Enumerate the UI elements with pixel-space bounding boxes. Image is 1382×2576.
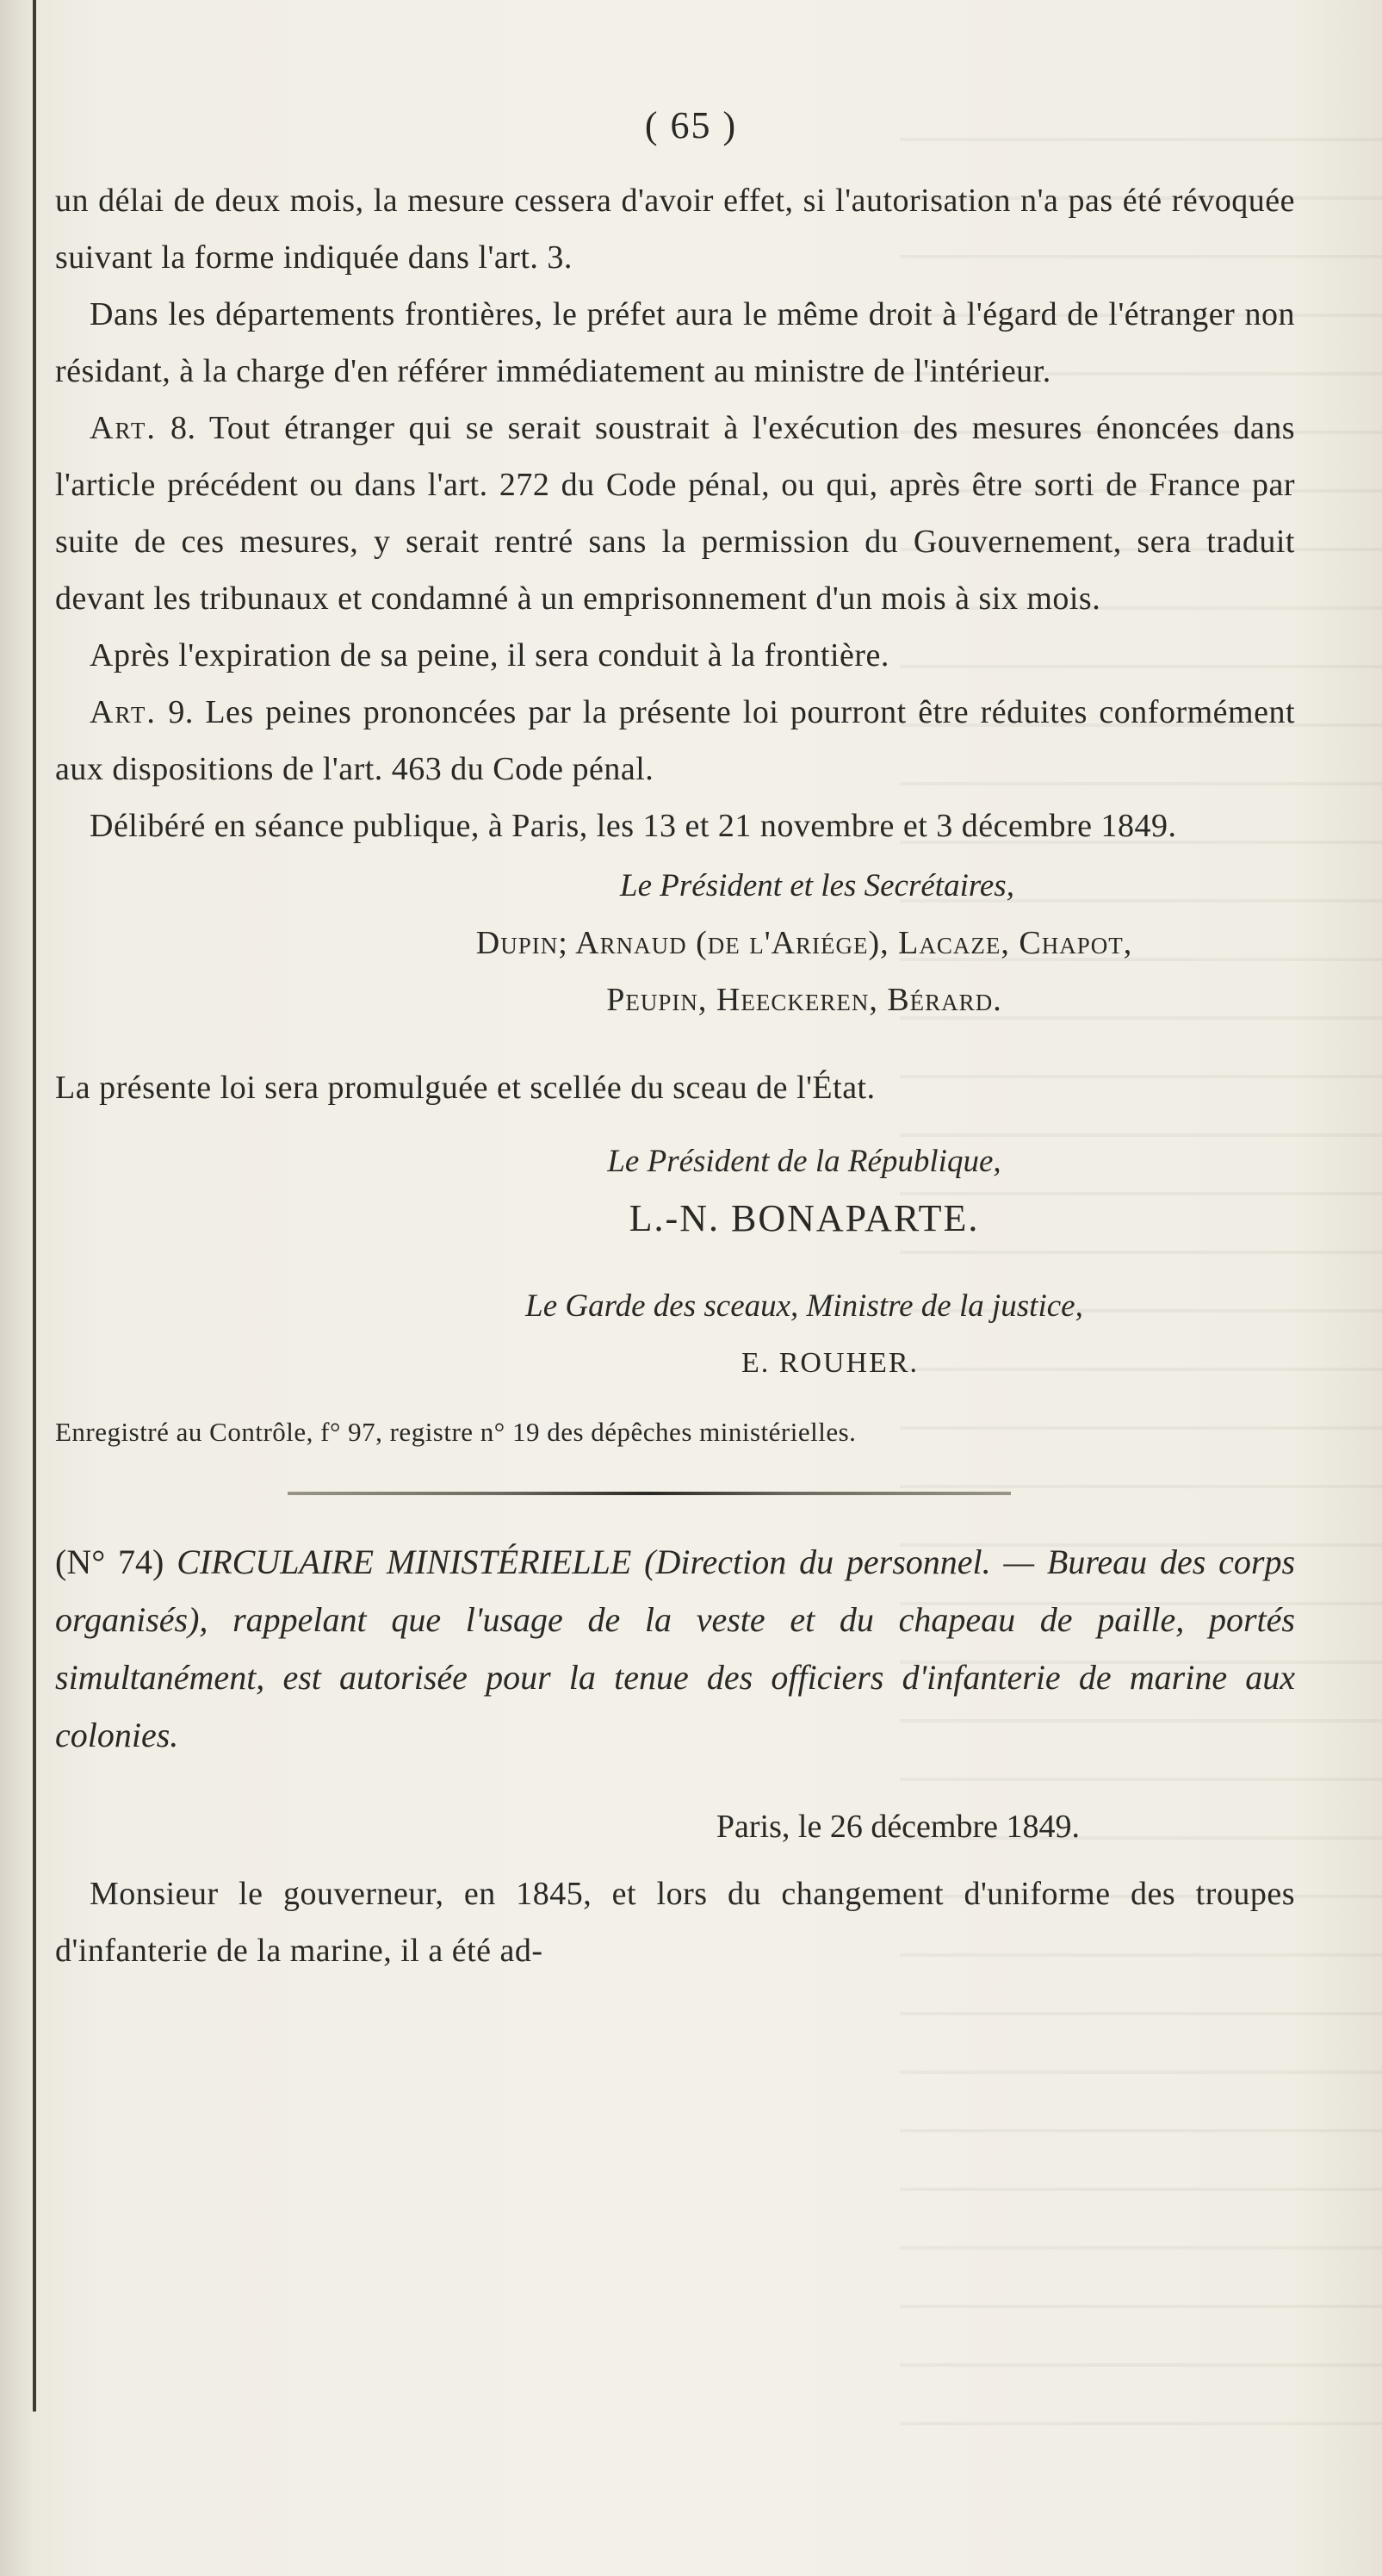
paragraph-article-9 xyxy=(55,684,1295,798)
signatories-heading: Le Président et les Secrétaires, xyxy=(620,868,1014,903)
minister-name: E. ROUHER. xyxy=(741,1347,920,1379)
circular-number: (N° 74) xyxy=(55,1542,164,1581)
circular-body: Monsieur le gouverneur, en 1845, et lors du changement d'uniforme des troupes d'infanterie de la marine, il a été ad- xyxy=(55,1876,1295,1969)
paragraph-deliberation: Délibéré en séance publique, à Paris, les 13 et 21 novembre et 3 décembre 1849. xyxy=(90,808,1177,844)
page-number: ( 65 ) xyxy=(644,104,738,146)
paragraph-expiration: Après l'expiration de sa peine, il sera conduit à la frontière. xyxy=(90,637,889,673)
paragraph-continuation: un délai de deux mois, la mesure cessera d'avoir effet, si l'autorisation n'a pas été révoquée suivant la forme indiquée dans l'art. 3. xyxy=(55,183,1295,276)
paragraph-article-8 xyxy=(55,400,1295,627)
minister-title: Le Garde des sceaux, Ministre de la justice, xyxy=(525,1288,1083,1324)
body-text xyxy=(55,172,1295,1979)
signatories-line-1: Dupin; Arnaud (de l'Ariége), Lacaze, Chapot, xyxy=(475,925,1133,961)
binding-edge xyxy=(33,0,36,2412)
section-divider xyxy=(288,1492,1011,1495)
president-title: Le Président de la République, xyxy=(607,1144,1001,1179)
promulgation-statement: La présente loi sera promulguée et scellée du sceau de l'État. xyxy=(55,1070,876,1106)
paragraph-frontier-departments: Dans les départements frontières, le préfet aura le même droit à l'égard de l'étranger non résidant, à la charge d'en référer immédiatement au ministre de l'intérieur. xyxy=(55,296,1295,389)
article-9-text: 9. Les peines prononcées par la présente loi pourront être réduites conformément aux dispositions de l'art. 463 du Code pénal. xyxy=(55,694,1296,787)
article-label: Art. xyxy=(90,694,157,730)
circular-title: CIRCULAIRE MINISTÉRIELLE (Direction du personnel. — Bureau des corps organisés), rappelant que l'usage de la veste et du chapeau de paille, portés simultanément, est autorisée pour la tenue des officiers d'infanterie de marine aux colonies. xyxy=(55,1542,1296,1754)
circular-heading xyxy=(55,1533,1295,1764)
article-label: Art. xyxy=(90,410,157,446)
signatories-line-2: Peupin, Heeckeren, Bérard. xyxy=(606,982,1002,1018)
president-name: L.-N. BONAPARTE. xyxy=(629,1197,980,1239)
article-8-text: 8. Tout étranger qui se serait soustrait à l'exécution des mesures énoncées dans l'article précédent ou dans l'art. 272 du Code pénal, ou qui, après être sorti de France par suite de ces mesures, y serait rentré sans la permission du Gouvernement, sera traduit devant les tribunaux et condamné à un emprisonnement d'un mois à six mois. xyxy=(55,410,1296,617)
registration-note: Enregistré au Contrôle, f° 97, registre n° 19 des dépêches ministérielles. xyxy=(55,1417,857,1447)
circular-date: Paris, le 26 décembre 1849. xyxy=(716,1809,1080,1845)
